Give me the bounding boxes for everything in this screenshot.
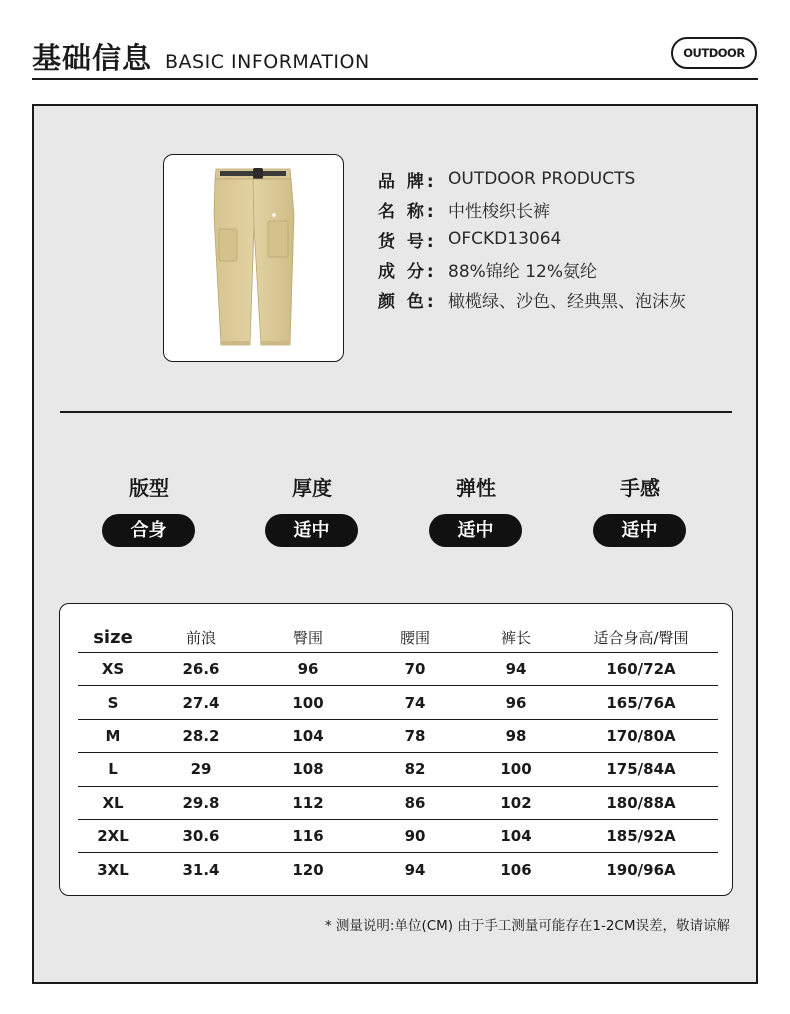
info-value: 橄榄绿、沙色、经典黑、泡沫灰 [448, 291, 686, 312]
page-subtitle: BASIC INFORMATION [165, 51, 370, 73]
table-cell: 112 [292, 793, 324, 812]
column-header: 适合身高/臀围 [593, 628, 689, 647]
column-header: size [93, 626, 133, 648]
table-cell: 106 [500, 861, 532, 880]
brand-logo [671, 37, 757, 69]
table-cell: 28.2 [182, 726, 220, 745]
table-header [78, 622, 718, 653]
attr-title: 手感 [620, 476, 660, 500]
attr-value-badge: 适中 [429, 514, 522, 547]
table-cell: 74 [404, 693, 426, 712]
table-cell: 86 [404, 793, 426, 812]
info-row-brand [378, 164, 686, 194]
table-cell: 94 [505, 660, 527, 679]
info-value: OFCKD13064 [448, 229, 562, 249]
table-cell: 96 [297, 660, 319, 679]
section-divider [60, 411, 732, 413]
info-row-name [378, 194, 686, 224]
info-row-colors [378, 284, 686, 314]
attr-value-badge: 合身 [102, 514, 195, 547]
column-header: 前浪 [185, 628, 216, 647]
attr-fit [102, 474, 196, 547]
info-label: 颜 色: [378, 291, 437, 312]
table-cell: 108 [292, 760, 324, 779]
khaki-pants-icon [164, 155, 344, 362]
measurement-note: * 测量说明:单位(CM) 由于手工测量可能存在1-2CM误差，敬请谅解 [324, 918, 730, 934]
table-cell: 98 [505, 726, 527, 745]
product-info-list [378, 164, 686, 314]
table-cell: 100 [292, 693, 324, 712]
info-label: 品 牌: [378, 171, 437, 192]
table-row [78, 753, 718, 786]
column-header: 裤长 [500, 628, 531, 647]
table-cell: 78 [404, 726, 426, 745]
table-row [78, 720, 718, 753]
table-row [78, 820, 718, 853]
table-cell: XL [102, 793, 124, 812]
attr-thickness [265, 474, 359, 547]
table-cell: 170/80A [606, 726, 676, 745]
page-header [32, 36, 758, 80]
table-cell: 120 [292, 861, 324, 880]
table-cell: 2XL [97, 827, 129, 846]
table-cell: 185/92A [606, 827, 676, 846]
table-cell: M [105, 726, 121, 745]
table-cell: 30.6 [182, 827, 220, 846]
table-cell: 102 [500, 793, 532, 812]
table-row [78, 686, 718, 719]
column-header: 腰围 [399, 628, 430, 647]
table-cell: 29.8 [182, 793, 220, 812]
brand-logo-text: OUTDOOR [683, 46, 745, 60]
table-cell: 175/84A [606, 760, 676, 779]
table-cell: 104 [500, 827, 532, 846]
table-cell: 180/88A [606, 793, 676, 812]
column-header: 臀围 [292, 628, 323, 647]
table-cell: 100 [500, 760, 532, 779]
table-cell: 82 [404, 760, 426, 779]
info-row-sku [378, 224, 686, 254]
table-cell: 190/96A [606, 861, 676, 880]
table-row [78, 787, 718, 820]
table-cell: S [107, 693, 119, 712]
table-cell: 26.6 [182, 660, 220, 679]
table-cell: 104 [292, 726, 324, 745]
size-table [78, 622, 718, 887]
table-cell: 3XL [97, 861, 129, 880]
table-cell: 116 [292, 827, 324, 846]
table-cell: L [108, 760, 118, 779]
attr-handfeel [593, 474, 687, 547]
info-label: 名 称: [378, 201, 437, 222]
info-value: 88%锦纶 12%氨纶 [448, 261, 597, 282]
header-divider [32, 78, 758, 80]
table-cell: 165/76A [606, 693, 676, 712]
attr-title: 弹性 [456, 476, 496, 500]
table-cell: XS [101, 660, 125, 679]
product-image-card [163, 154, 344, 362]
table-cell: 90 [404, 827, 426, 846]
attr-title: 厚度 [292, 476, 332, 500]
table-cell: 96 [505, 693, 527, 712]
page-title: 基础信息 [32, 41, 153, 75]
attr-title: 版型 [129, 476, 169, 500]
attr-elasticity [429, 474, 523, 547]
table-cell: 70 [404, 660, 426, 679]
attr-value-badge: 适中 [265, 514, 358, 547]
table-row [78, 653, 718, 686]
info-label: 成 分: [378, 261, 437, 282]
info-row-material [378, 254, 686, 284]
table-cell: 27.4 [182, 693, 220, 712]
table-row [78, 853, 718, 886]
info-panel [32, 104, 758, 984]
size-chart [59, 603, 733, 896]
table-cell: 160/72A [606, 660, 676, 679]
table-cell: 31.4 [182, 861, 220, 880]
info-label: 货 号: [378, 231, 437, 252]
table-cell: 94 [404, 861, 426, 880]
info-value: OUTDOOR PRODUCTS [448, 169, 636, 189]
info-value: 中性梭织长裤 [448, 201, 550, 222]
attr-value-badge: 适中 [593, 514, 686, 547]
table-cell: 29 [190, 760, 212, 779]
